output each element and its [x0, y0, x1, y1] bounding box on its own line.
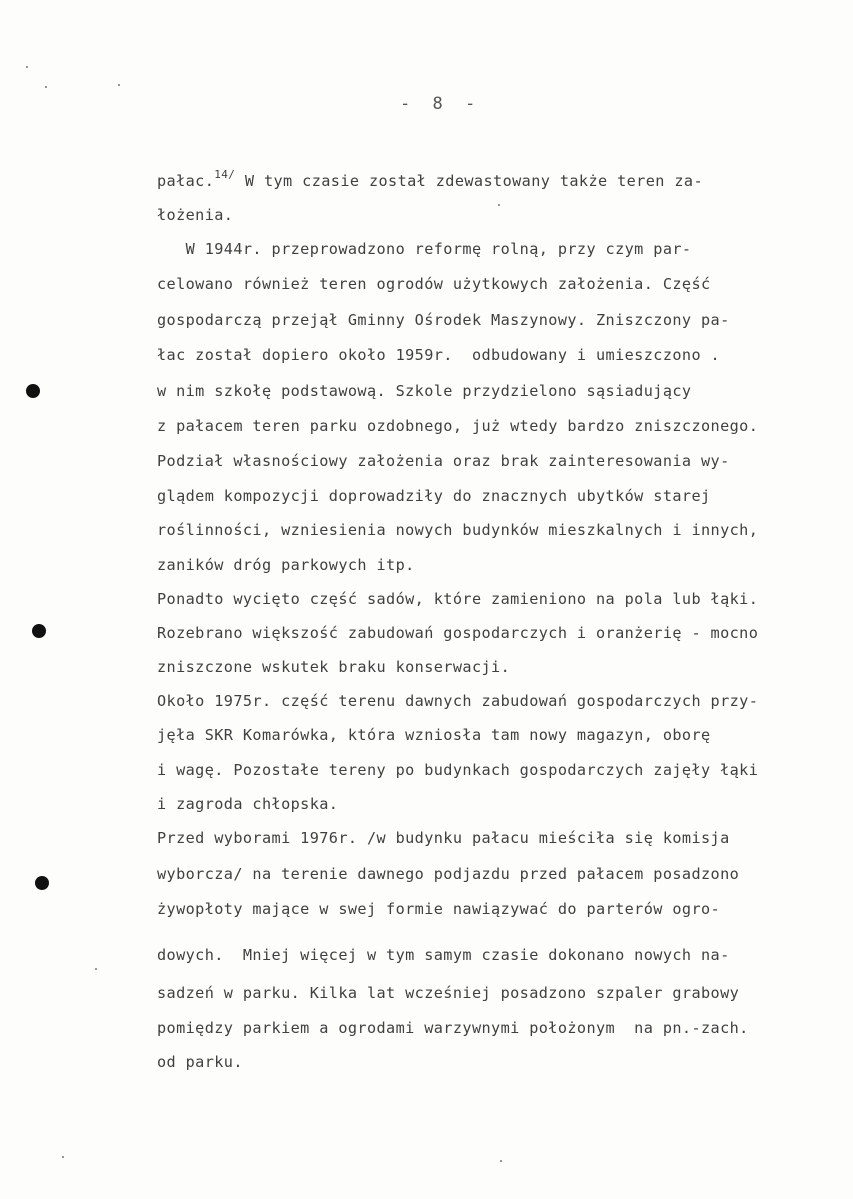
paper-speck	[498, 204, 500, 206]
text-line-24: sadzeń w parku. Kilka lat wcześniej posadzono szpaler grabowy	[157, 984, 740, 1002]
text-line-12: zaników dróg parkowych itp.	[157, 556, 415, 574]
paper-speck	[500, 1160, 502, 1162]
text-line-10: glądem kompozycji doprowadziły do znacznych ubytków starej	[157, 487, 711, 505]
punch-hole-bottom	[35, 876, 49, 890]
text-line-19: i zagroda chłopska.	[157, 795, 339, 813]
text-line-26: od parku.	[157, 1053, 243, 1071]
text-line-3: W 1944r. przeprowadzono reformę rolną, przy czym par-	[157, 240, 692, 258]
text-line-7: w nim szkołę podstawową. Szkole przydzielono sąsiadujący	[157, 382, 692, 400]
text-line-5: gospodarczą przejął Gminny Ośrodek Maszynowy. Zniszczony pa-	[157, 311, 730, 329]
punch-hole-middle	[32, 624, 46, 638]
text-line-14: Rozebrano większość zabudowań gospodarczych i oranżerię - mocno	[157, 624, 759, 642]
text-line-6: łac został dopiero około 1959r. odbudowany i umieszczono .	[157, 346, 721, 364]
text-line-21: wyborcza/ na terenie dawnego podjazdu przed pałacem posadzono	[157, 865, 740, 883]
text-line-15: zniszczone wskutek braku konserwacji.	[157, 658, 511, 676]
text-line-23: dowych. Mniej więcej w tym samym czasie dokonano nowych na-	[157, 946, 730, 964]
page-number: - 8 -	[400, 94, 482, 114]
text-line-16: Około 1975r. część terenu dawnych zabudowań gospodarczych przy-	[157, 692, 759, 710]
line-1-rest: W tym czasie został zdewastowany także teren za-	[235, 172, 703, 190]
paper-speck	[118, 84, 120, 86]
paper-speck	[45, 86, 47, 88]
text-line-4: celowano również teren ogrodów użytkowych założenia. Część	[157, 275, 711, 293]
text-line-11: roślinności, wzniesienia nowych budynków mieszkalnych i innych,	[157, 521, 759, 539]
text-line-2: łożenia.	[157, 206, 234, 224]
text-line-17: jęła SKR Komarówka, która wzniosła tam nowy magazyn, oborę	[157, 726, 711, 744]
paper-speck	[26, 66, 28, 68]
text-line-22: żywopłoty mające w swej formie nawiązywać do parterów ogro-	[157, 900, 721, 918]
paper-speck	[95, 968, 97, 970]
footnote-ref: 14/	[214, 168, 236, 181]
text-line-20: Przed wyborami 1976r. /w budynku pałacu mieściła się komisja	[157, 829, 730, 847]
text-line-8: z pałacem teren parku ozdobnego, już wtedy bardzo zniszczonego.	[157, 417, 759, 435]
text-line-13: Ponadto wycięto część sadów, które zamieniono na pola lub łąki.	[157, 590, 759, 608]
paper-speck	[62, 1156, 64, 1158]
text-line-9: Podział własnościowy założenia oraz brak zainteresowania wy-	[157, 452, 730, 470]
text-line-18: i wagę. Pozostałe tereny po budynkach gospodarczych zajęły łąki	[157, 761, 759, 779]
punch-hole-top	[26, 384, 40, 398]
text-line-1	[157, 168, 703, 190]
text-line-25: pomiędzy parkiem a ogrodami warzywnymi położonym na pn.-zach.	[157, 1019, 749, 1037]
line-1-start: pałac.	[157, 172, 215, 190]
